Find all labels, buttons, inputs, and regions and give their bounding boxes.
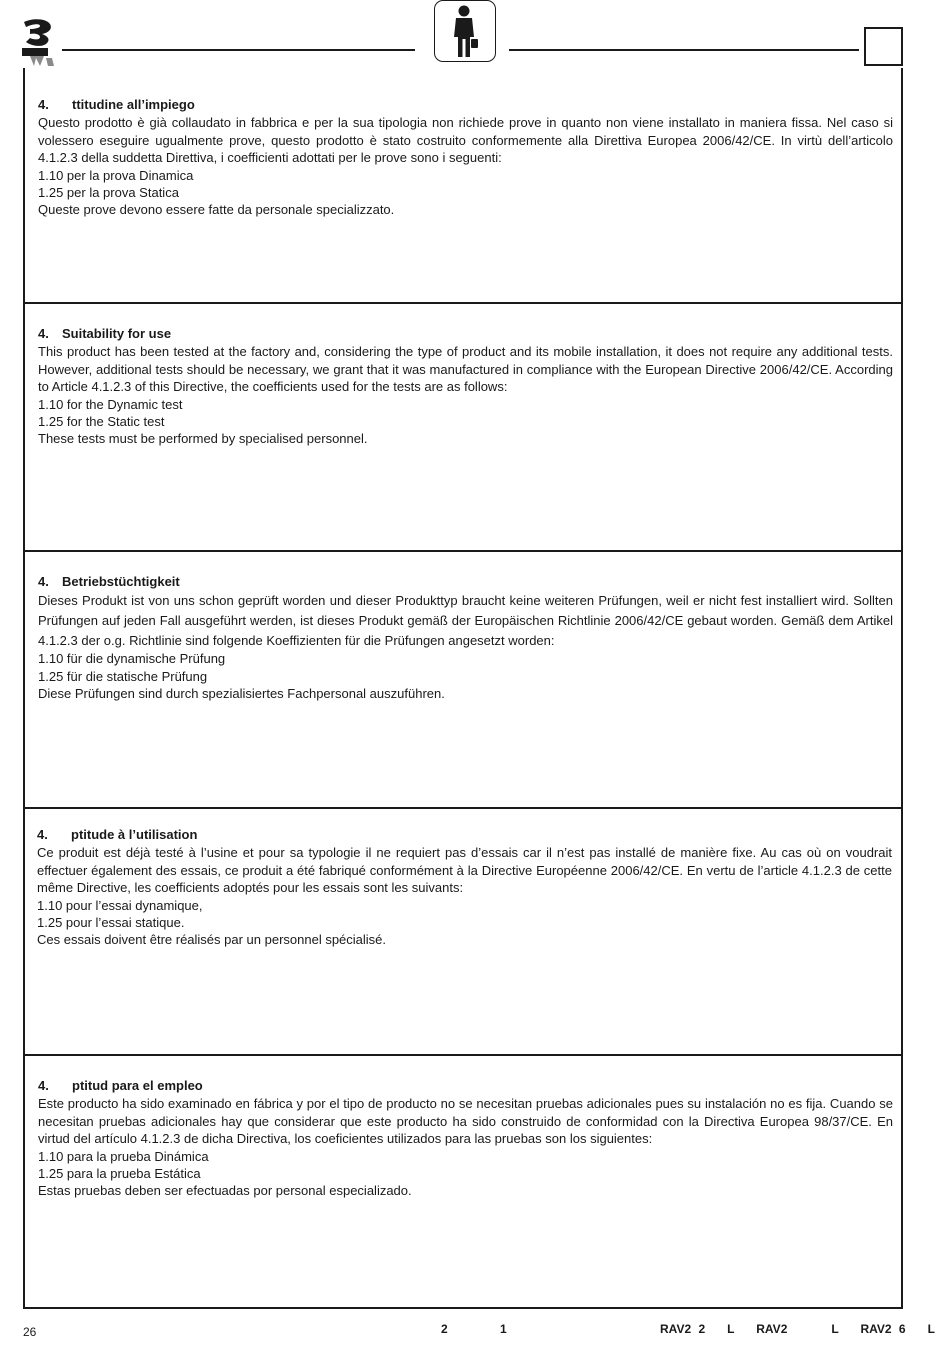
- section-note: These tests must be performed by specialised personnel.: [38, 431, 368, 447]
- coefficient-static: 1.25 for the Static test: [38, 414, 165, 430]
- section-heading: [38, 1077, 893, 1094]
- coefficient-static: 1.25 für die statische Prüfung: [38, 668, 208, 684]
- section-divider: [23, 550, 901, 552]
- section-number: 4.: [38, 326, 49, 341]
- section-number: 4.: [38, 1078, 49, 1093]
- coefficient-static: 1.25 para la prueba Estática: [38, 1166, 201, 1182]
- section-number: 4.: [38, 97, 49, 112]
- section-english: [38, 325, 893, 448]
- section-divider: [23, 302, 901, 304]
- section-body: Este producto ha sido examinado en fábrica y por el tipo de producto no se necesitan pruebas adicionales pues su instalación no es fija. Cuando se necesitan pruebas adicionales hay que considerar que este producto ha sido construido de conformidad con la Directiva Europea 98/37/CE. En virtud del artículo 4.1.2.3 de dicha Directiva, los coeficientes utilizados para las pruebas son los siguientes:: [38, 1096, 893, 1147]
- section-italian: [38, 96, 893, 219]
- brand-logo: [18, 18, 60, 68]
- section-heading: [37, 826, 892, 843]
- section-heading: [38, 96, 893, 113]
- coefficient-dynamic: 1.10 for the Dynamic test: [38, 396, 183, 412]
- section-note: Diese Prüfungen sind durch spezialisiertes Fachpersonal auszuführen.: [38, 686, 445, 701]
- section-body: Dieses Produkt ist von uns schon geprüft worden und dieser Produkttyp braucht keine weiteren Prüfungen, weil er nicht fest installiert wird. Sollten Prüfungen auf jeden Fall ausgeführt werden, ist dieses Produkt gemäß der Europäischen Richtlinie 2006/42/CE gebaut worden. Gemäß dem Artikel 4.1.2.3 der o.g. Richtlinie sind folgende Koeffizienten für die Prüfungen angesetzt worden:: [38, 593, 893, 648]
- section-number: 4.: [37, 827, 48, 842]
- footer-code-right: 1: [500, 1322, 507, 1336]
- operator-pictogram: [434, 0, 496, 62]
- coefficient-static: 1.25 pour l’essai statique.: [37, 915, 185, 931]
- section-body: Questo prodotto è già collaudato in fabbrica e per la sua tipologia non richiede prove in quanto non viene installato in maniera fissa. Nel caso si volessero eseguire ugualmente prove, questo prodotto è stato costruito conformemente alla Direttiva Europea 2006/42/CE. In virtù dell’articolo 4.1.2.3 della suddetta Direttiva, i coefficienti adottati per le prove sono i seguenti:: [38, 115, 893, 166]
- coefficient-dynamic: 1.10 für die dynamische Prüfung: [38, 651, 226, 667]
- section-divider: [23, 807, 901, 809]
- corner-box: [864, 27, 903, 66]
- coefficient-static: 1.25 per la prova Statica: [38, 185, 179, 201]
- section-note: Estas pruebas deben ser efectuadas por personal especializado.: [38, 1183, 412, 1199]
- footer-model: RAV2 2 L RAV2 L RAV2 6 L: [660, 1322, 935, 1336]
- header-rule-right: [509, 49, 859, 51]
- section-divider: [23, 1054, 901, 1056]
- section-title: Suitability for use: [62, 326, 172, 341]
- section-title: ttitudine all’impiego: [72, 97, 195, 112]
- section-title: Betriebstüchtigkeit: [62, 574, 180, 589]
- section-note: Ces essais doivent être réalisés par un personnel spécialisé.: [37, 932, 387, 948]
- section-title: ptitude à l’utilisation: [71, 827, 198, 842]
- section-heading: [38, 573, 893, 590]
- page-number: 26: [23, 1325, 37, 1339]
- coefficient-dynamic: 1.10 pour l’essai dynamique,: [37, 897, 203, 913]
- section-heading: [38, 325, 893, 342]
- section-number: 4.: [38, 574, 49, 589]
- person-icon: [450, 3, 480, 59]
- section-title: ptitud para el empleo: [72, 1078, 203, 1093]
- section-body: This product has been tested at the factory and, considering the type of product and its mobile installation, it does not require any additional tests. However, additional tests should be necessary, we grant that it was manufactured in compliance with the European Directive 2006/42/CE. According to Article 4.1.2.3 of this Directive, the coefficients used for the tests are as follows:: [38, 344, 893, 395]
- section-note: Queste prove devono essere fatte da personale specializzato.: [38, 202, 395, 218]
- coefficient-dynamic: 1.10 para la prueba Dinámica: [38, 1148, 209, 1164]
- coefficient-dynamic: 1.10 per la prova Dinamica: [38, 167, 194, 183]
- header-rule-left: [62, 49, 415, 51]
- footer-code-left: 2: [441, 1322, 448, 1336]
- section-body: Ce produit est déjà testé à l’usine et pour sa typologie il ne requiert pas d’essais car il n’est pas installé de manière fixe. Au cas où on voudrait effectuer également des essais, ce produit a été fabriqué conformément à la Directive Européenne 2006/42/CE. En vertu de l’article 4.1.2.3 de cette même Directive, les coefficients adoptés pour les essais sont les suivants:: [37, 845, 892, 896]
- section-german: [38, 573, 893, 702]
- section-french: [37, 826, 892, 949]
- section-spanish: [38, 1077, 893, 1200]
